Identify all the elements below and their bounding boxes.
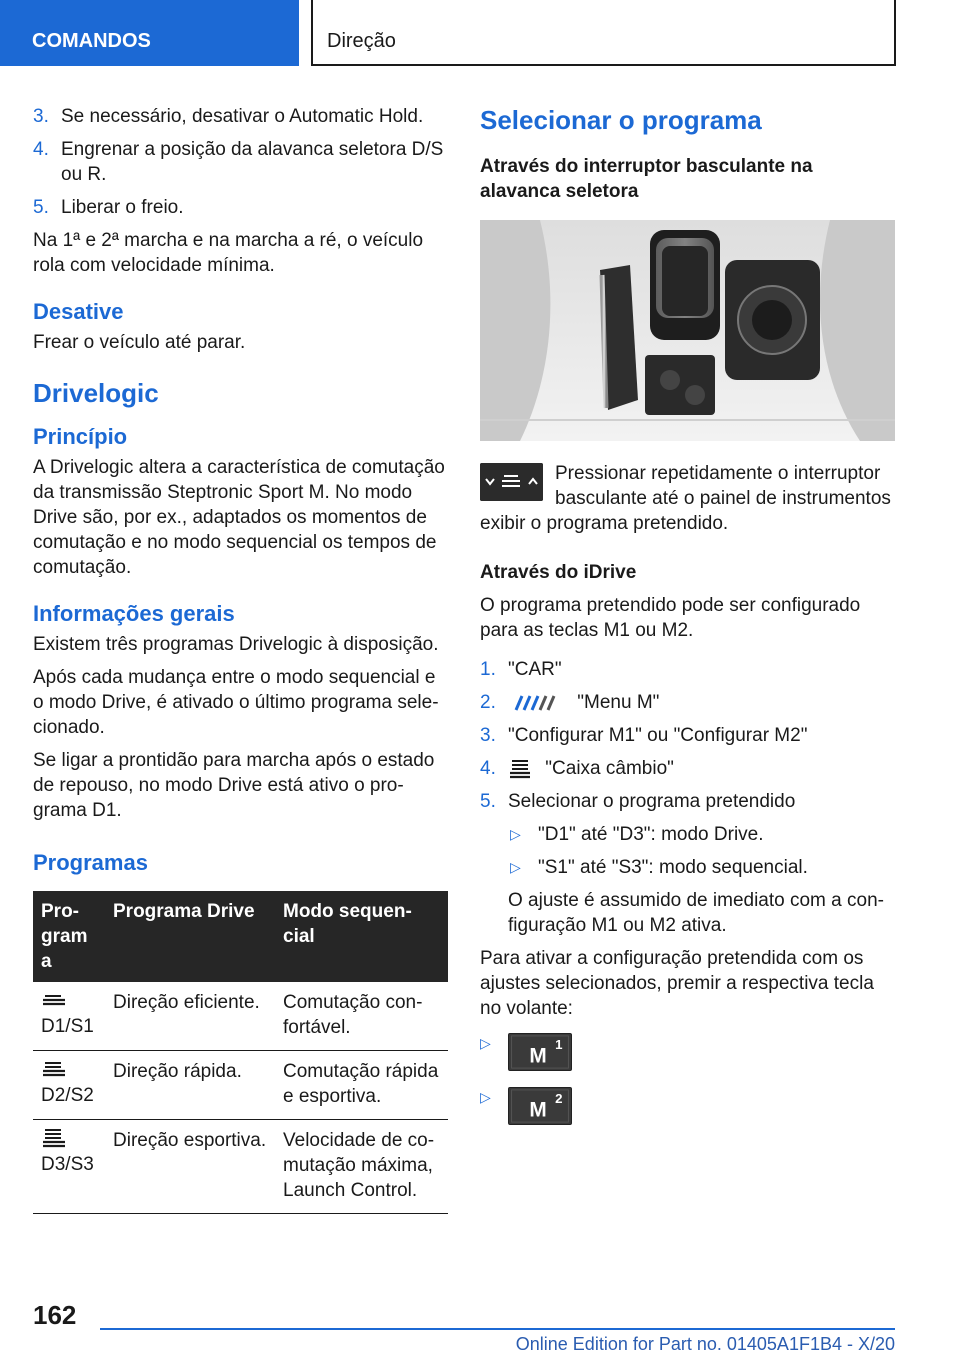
list-item [33, 195, 448, 220]
step-number: 1. [480, 659, 496, 680]
rocker-switch-text: Pressionar repetidamente o interruptor basculante até o painel de instrumentos exibir o programa pretendido. [480, 463, 891, 534]
center-console-photo [480, 220, 895, 441]
table-row [33, 1051, 448, 1120]
step-number: 5. [480, 791, 496, 812]
step-text: Engrenar a posição da alavanca seletora D/S ou R. [61, 139, 444, 185]
table-row [33, 1120, 448, 1214]
sequential-cell: Comutação rápida e esportiva. [275, 1051, 448, 1120]
page-number: 162 [33, 1300, 77, 1330]
general-info-text-1: Existem três programas Drivelogic à disposição. [33, 634, 439, 655]
deactivate-text: Frear o veículo até parar. [33, 332, 246, 353]
program-cell [33, 1120, 105, 1214]
m-stripes-icon [508, 694, 566, 712]
idrive-text: O programa pretendido pode ser configurado para as teclas M1 ou M2. [480, 595, 861, 641]
rocker-switch-instruction [480, 461, 895, 536]
list-item [480, 756, 895, 781]
program-code: D1/S1 [41, 1016, 94, 1037]
general-info-text-3: Se ligar a prontidão para marcha após o estado de repouso, no modo Drive está ativo o pro-grama D1. [33, 750, 435, 821]
section-tab: COMANDOS [0, 0, 299, 66]
step-number: 2. [480, 692, 496, 713]
triangle-bullet-icon: ▷ [510, 859, 521, 875]
m2-button-row [480, 1087, 895, 1127]
step-text: Liberar o freio. [61, 197, 184, 218]
note-text: Na 1ª e 2ª marcha e na marcha a ré, o veículo rola com velocidade mínima. [33, 230, 424, 276]
step-number: 3. [480, 725, 496, 746]
step-text: Se necessário, desativar o Automatic Hold. [61, 106, 424, 127]
m2-label: M [529, 1098, 547, 1122]
list-item [480, 789, 895, 814]
table-row [33, 982, 448, 1051]
right-column [480, 104, 895, 1141]
sub-list-item [480, 822, 895, 847]
idrive-heading: Através do iDrive [480, 562, 637, 583]
list-item [480, 657, 895, 682]
step-text: "Configurar M1" ou "Configurar M2" [508, 725, 808, 746]
m2-superscript: 2 [555, 1091, 563, 1107]
step-number: 5. [33, 197, 49, 218]
deactivate-heading: Desative [33, 299, 124, 324]
drive-cell: Direção esportiva. [105, 1120, 275, 1214]
drivelogic-2-icon [41, 1059, 67, 1079]
m1-superscript: 1 [555, 1037, 563, 1053]
drive-cell: Direção eficiente. [105, 982, 275, 1051]
drivelogic-icon [508, 759, 532, 779]
drivelogic-heading: Drivelogic [33, 378, 159, 408]
sub-list-item [480, 855, 895, 880]
m2-steering-button-icon [508, 1087, 572, 1125]
edition-text: Online Edition for Part no. 01405A1F1B4 - X/20 [515, 1334, 895, 1354]
list-item [33, 104, 448, 129]
program-cell [33, 982, 105, 1051]
step-number: 3. [33, 106, 49, 127]
drivelogic-3-icon [41, 1128, 67, 1148]
sequential-cell: Comutação con-fortável. [275, 982, 448, 1051]
rocker-switch-icon [480, 463, 543, 501]
list-item [480, 723, 895, 748]
step-text: "Menu M" [577, 692, 660, 713]
drivelogic-1-icon [41, 990, 67, 1010]
activate-text: Para ativar a configuração pretendida com os ajustes selecionados, premir a respectiva tecla no volante: [480, 948, 874, 1019]
sub-step-text: "S1" até "S3": modo sequencial. [538, 857, 808, 878]
triangle-bullet-icon: ▷ [510, 826, 521, 842]
footer-divider [100, 1328, 895, 1330]
table-header-row [33, 891, 448, 982]
principle-text: A Drivelogic altera a característica de comutação da transmissão Steptronic Sport M. No modo Drive são, por ex., adaptados os momentos de comutação e no modo sequencial os tempos de comutação. [33, 457, 445, 578]
apply-text: O ajuste é assumido de imediato com a con-figuração M1 ou M2 ativa. [508, 890, 884, 936]
select-program-heading: Selecionar o programa [480, 105, 762, 135]
triangle-bullet-icon: ▷ [480, 1089, 491, 1105]
rocker-switch-heading: Através do interruptor basculante na alavanca seletora [480, 156, 813, 202]
column-header-sequential: Modo sequen-cial [275, 891, 448, 982]
step-number: 4. [480, 758, 496, 779]
step-text: "CAR" [508, 659, 562, 680]
sequential-cell: Velocidade de co-mutação máxima, Launch Control. [275, 1120, 448, 1214]
sub-step-text: "D1" até "D3": modo Drive. [538, 824, 764, 845]
programs-heading: Programas [33, 850, 148, 875]
left-column [33, 104, 448, 1214]
subsection-title: Direção [311, 0, 896, 66]
principle-heading: Princípio [33, 424, 128, 449]
m1-button-row [480, 1033, 895, 1073]
m1-label: M [529, 1044, 547, 1068]
general-info-heading: Informações gerais [33, 601, 235, 626]
page-header [0, 0, 960, 66]
column-header-drive: Programa Drive [105, 891, 275, 982]
general-info-text-2: Após cada mudança entre o modo sequencial e o modo Drive, é ativado o último programa sele-cionado. [33, 667, 439, 738]
m1-steering-button-icon [508, 1033, 572, 1071]
program-cell [33, 1051, 105, 1120]
step-text: "Caixa câmbio" [545, 758, 674, 779]
list-item [480, 690, 895, 715]
step-text: Selecionar o programa pretendido [508, 791, 796, 812]
triangle-bullet-icon: ▷ [480, 1035, 491, 1051]
column-header-program: Pro-gram a [33, 891, 105, 982]
drive-cell: Direção rápida. [105, 1051, 275, 1120]
program-code: D3/S3 [41, 1154, 94, 1175]
step-number: 4. [33, 139, 49, 160]
program-code: D2/S2 [41, 1085, 94, 1106]
programs-table [33, 891, 448, 1214]
list-item [33, 137, 448, 187]
